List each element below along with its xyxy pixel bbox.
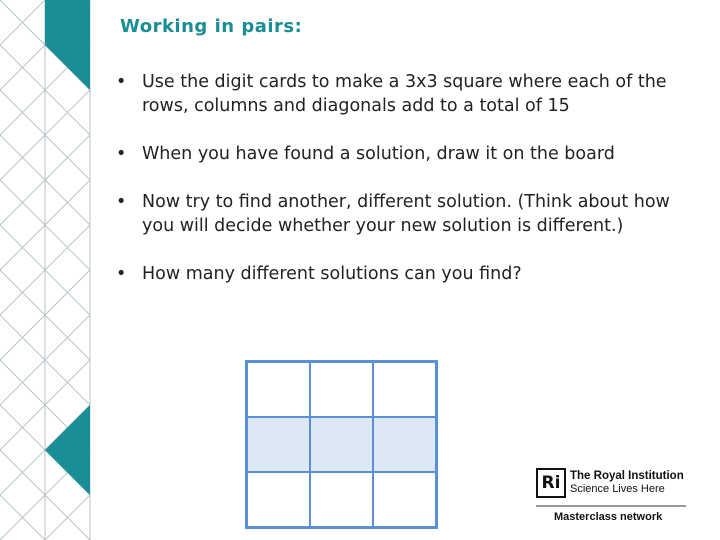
grid-cell <box>310 362 373 417</box>
royal-institution-logo <box>536 468 696 526</box>
instruction-item <box>116 70 676 118</box>
grid-cell <box>247 472 310 527</box>
magic-square-grid <box>245 360 438 529</box>
bullet-marker: • <box>116 72 127 92</box>
logo-tagline: Science Lives Here <box>570 483 665 495</box>
instruction-text: How many different solutions can you find? <box>142 264 522 284</box>
grid-cell <box>310 472 373 527</box>
ri-mark: Ri <box>536 468 566 498</box>
logo-header <box>536 468 696 498</box>
bullet-marker: • <box>116 264 127 284</box>
instruction-text: When you have found a solution, draw it on the board <box>142 144 615 164</box>
logo-name: The Royal Institution <box>570 470 684 482</box>
grid-cell <box>373 472 436 527</box>
bullet-marker: • <box>116 144 127 164</box>
instruction-text: Now try to find another, different solution. (Think about how you will decide whether your new solution is different.) <box>142 192 670 236</box>
slide-title: Working in pairs: <box>120 16 303 37</box>
decorative-side-pattern <box>0 0 100 540</box>
instruction-text: Use the digit cards to make a 3x3 square where each of the rows, columns and diagonals add to a total of 15 <box>142 72 667 116</box>
grid-cell <box>310 417 373 472</box>
logo-text <box>570 470 684 496</box>
logo-divider <box>536 505 686 507</box>
instruction-item <box>116 190 676 238</box>
accent-triangle-bottom <box>45 405 90 495</box>
grid-cell <box>247 362 310 417</box>
grid-cell <box>373 362 436 417</box>
instruction-item <box>116 262 676 286</box>
grid-cell <box>247 417 310 472</box>
bullet-marker: • <box>116 192 127 212</box>
logo-network: Masterclass network <box>554 510 663 523</box>
instruction-item <box>116 142 676 166</box>
instruction-list <box>116 70 676 310</box>
grid-cell <box>373 417 436 472</box>
